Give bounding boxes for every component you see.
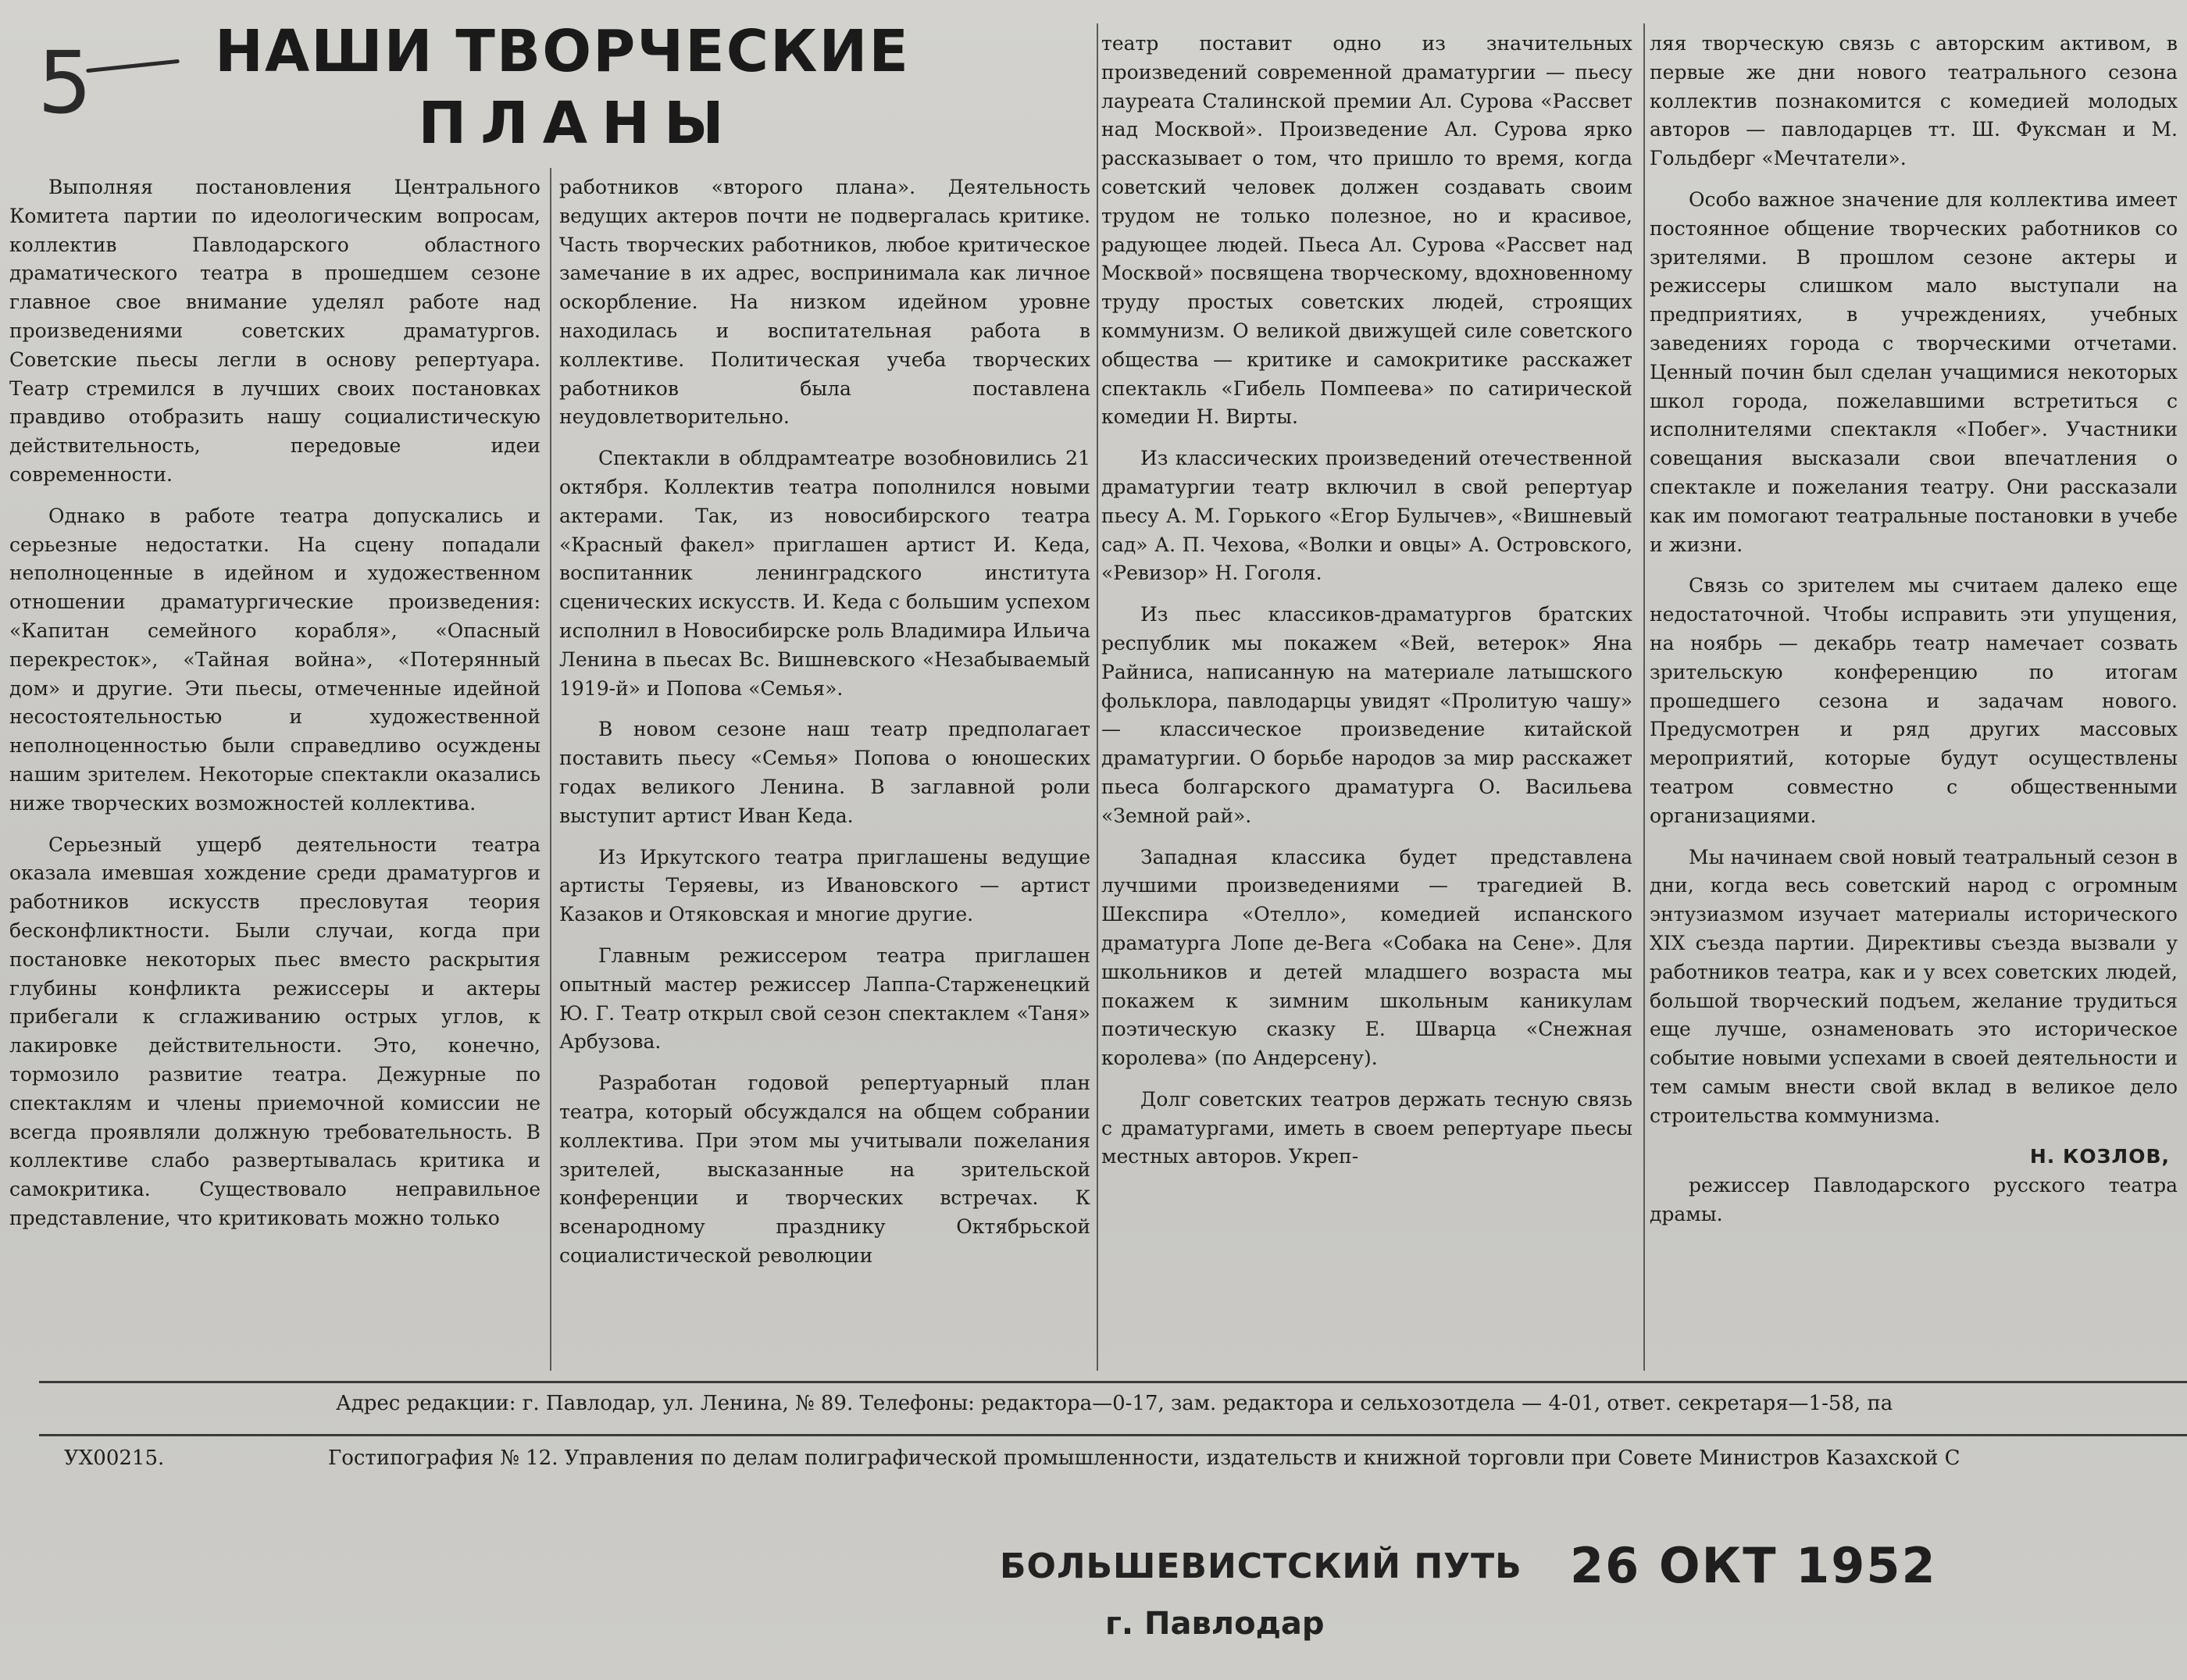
footer-rule-top — [39, 1381, 2187, 1383]
print-code: УХ00215. — [64, 1446, 165, 1470]
printing-house: Гостипография № 12. Управления по делам полиграфической промышленности, издательств и книжной торговли при Совете Министров Казахской С — [328, 1446, 1960, 1470]
paragraph: Главным режиссером театра приглашен опытный мастер режиссер Лаппа-Старженецкий Ю. Г. Театр открыл свой сезон спектаклем «Таня» Арбузова. — [559, 943, 1090, 1054]
paragraph: Долг советских театров держать тесную связь с драматургами, иметь в своем репертуаре пьесы местных авторов. Укреп- — [1101, 1087, 1632, 1168]
article-title — [172, 16, 953, 159]
column-divider — [1097, 23, 1098, 1371]
paragraph: театр поставит одно из значительных произведений современной драматургии — пьесу лауреата Сталинской премии Ал. Сурова «Рассвет над Москвой». Произведение Ал. Сурова ярко рассказывает о том, что пришло то время, когда советский человек должен создавать своим трудом не только полезное, но и красивое, радующее людей. Пьеса Ал. Сурова «Рассвет над Москвой» посвящена творческому, вдохновенному труду простых советских людей, строящих коммунизм. О великой движущей силе советского общества — критике и самокритике расскажет спектакль «Гибель Помпеева» по сатирической комедии Н. Вирты. — [1101, 32, 1632, 429]
paragraph: ляя творческую связь с авторским активом, в первые же дни нового театрального сезона коллектив познакомится с комедией молодых авторов — павлодарцев тт. Ш. Фуксман и М. Гольдберг «Мечтатели». — [1650, 32, 2178, 170]
article-column-2 — [559, 173, 1090, 1283]
paragraph: Разработан годовой репертуарный план театра, который обсуждался на общем собрании коллектива. При этом мы учитывали пожелания зрителей, высказанные на зрительской конференции и творческих встречах. К всенародному празднику Октябрьской социалистической революции — [559, 1072, 1090, 1267]
paragraph: Из классических произведений отечественной драматургии театр включил в свой репертуар пьесу А. М. Горького «Егор Булычев», «Вишневый сад» А. П. Чехова, «Волки и овцы» А. Островского, «Ревизор» Н. Гоголя. — [1101, 447, 1632, 585]
paragraph: Из пьес классиков-драматургов братских республик мы покажем «Вей, ветерок» Яна Райниса, написанную на материале латышского фольклора, павлодарцы увидят «Пролитую чашу» — классическое произведение китайской драматургии. О борьбе народов за мир расскажет пьеса болгарского драматурга О. Васильева «Земной рай». — [1101, 603, 1632, 827]
paragraph: работников «второго плана». Деятельность ведущих актеров почти не подвергалась критике. Часть творческих работников, любое критическое замечание в их адрес, воспринимала как личное оскорбление. На низком идейном уровне находилась и воспитательная работа в коллективе. Политическая учеба творческих работников была поставлена неудовлетворительно. — [559, 176, 1090, 429]
paragraph: Западная классика будет представлена лучшими произведениями — трагедией В. Шекспира «Отелло», комедией испанского драматурга Лопе де-Вега «Собака на Сене». Для школьников и детей младшего возраста мы покажем к зимним школьным каникулам поэтическую сказку Е. Шварца «Снежная королева» (по Андерсену). — [1101, 845, 1632, 1070]
paragraph: Выполняя постановления Центрального Комитета партии по идеологическим вопросам, коллектив Павлодарского областного драматического театра в прошедшем сезоне главное свое внимание уделял работе над произведениями советских драматургов. Советские пьесы легли в основу репертуара. Театр стремился в лучших своих постановках правдиво отобразить нашу социалистическую действительность, передовые идеи современности. — [9, 176, 541, 486]
author-name: Н. КОЗЛОВ, — [2029, 1145, 2170, 1168]
handwritten-page-number: 5 — [37, 33, 92, 133]
title-line-1: НАШИ ТВОРЧЕСКИЕ — [215, 18, 910, 85]
stamp-date: 26 ОКТ 1952 — [1570, 1537, 1937, 1594]
footer-rule-middle — [39, 1434, 2187, 1436]
paragraph: Серьезный ущерб деятельности театра оказала имевшая хождение среди драматургов и работников искусств пресловутая теория бесконфликтности. Были случаи, когда при постановке некоторых пьес вместо раскрытия глубины конфликта режиссеры и актеры прибегали к сглаживанию острых углов, к лакировке действительности. Это, конечно, тормозило развитие театра. Дежурные по спектаклям и члены приемочной комиссии не всегда проявляли должную требовательность. В коллективе слабо развертывалась критика и самокритика. Существовало неправильное представление, что критиковать можно только — [9, 833, 541, 1229]
stamp-city: г. Павлодар — [1105, 1606, 1325, 1642]
article-column-1 — [9, 173, 541, 1246]
paragraph: Связь со зрителем мы считаем далеко еще недостаточной. Чтобы исправить эти упущения, на ноябрь — декабрь театр намечает созвать зрительскую конференцию по итогам прошедшего сезона и задачам нового. Предусмотрен и ряд других массовых мероприятий, которые будут осуществлены театром совместно с общественными организациями. — [1650, 574, 2178, 827]
editorial-address: Адрес редакции: г. Павлодар, ул. Ленина, № 89. Телефоны: редактора—0-17, зам. редактора и сельхозотдела — 4-01, ответ. секретаря—1-58, па — [336, 1392, 1893, 1415]
article-column-3 — [1101, 30, 1632, 1184]
title-line-2: ПЛАНЫ — [418, 90, 738, 157]
handwritten-stroke — [86, 59, 180, 73]
paragraph: Однако в работе театра допускались и серьезные недостатки. На сцену попадали неполноценные в идейном и художественном отношении драматургические произведения: «Капитан семейного корабля», «Опасный перекресток», «Тайная война», «Потерянный дом» и другие. Эти пьесы, отмеченные идейной несостоятельностью и художественной неполноценностью были справедливо осуждены нашим зрителем. Некоторые спектакли оказались ниже творческих возможностей коллектива. — [9, 504, 541, 815]
paragraph: Из Иркутского театра приглашены ведущие артисты Теряевы, из Ивановского — артист Казаков и Отяковская и многие другие. — [559, 845, 1090, 926]
article-column-4 — [1650, 30, 2178, 1242]
column-divider — [1643, 23, 1645, 1371]
author-role: режиссер Павлодарского русского театра драмы. — [1650, 1174, 2178, 1226]
column-divider — [550, 168, 551, 1371]
paragraph: В новом сезоне наш театр предполагает поставить пьесу «Семья» Попова о юношеских годах великого Ленина. В заглавной роли выступит артист Иван Кеда. — [559, 718, 1090, 827]
paragraph: Мы начинаем свой новый театральный сезон в дни, когда весь советский народ с огромным энтузиазмом изучает материалы исторического XIX съезда партии. Директивы съезда вызвали у работников театра, как и у всех советских людей, большой творческий подъем, желание трудиться еще лучше, ознаменовать это историческое событие новыми успехами в своей деятельности и тем самым внести свой вклад в великое дело строительства коммунизма. — [1650, 845, 2178, 1127]
paragraph: Особо важное значение для коллектива имеет постоянное общение творческих работников со зрителями. В прошлом сезоне актеры и режиссеры слишком мало выступали на предприятиях, в учреждениях, учебных заведениях города с творческими отчетами. Ценный почин был сделан учащимися некоторых школ города, пожелавшими встретиться с исполнителями спектакля «Побег». Участники совещания высказали свои впечатления о спектакле и пожелания театру. Они рассказали как им помогают театральные постановки в учебе и жизни. — [1650, 187, 2178, 556]
paragraph: Спектакли в облдрамтеатре возобновились 21 октября. Коллектив театра пополнился новыми актерами. Так, из новосибирского театра «Красный факел» приглашен артист И. Кеда, воспитанник ленинградского института сценических искусств. И. Кеда с большим успехом исполнил в Новосибирске роль Владимира Ильича Ленина в пьесах Вс. Вишневского «Незабываемый 1919-й» и Попова «Семья». — [559, 447, 1090, 700]
stamp-newspaper-name: БОЛЬШЕВИСТСКИЙ ПУТЬ — [1000, 1546, 1522, 1586]
